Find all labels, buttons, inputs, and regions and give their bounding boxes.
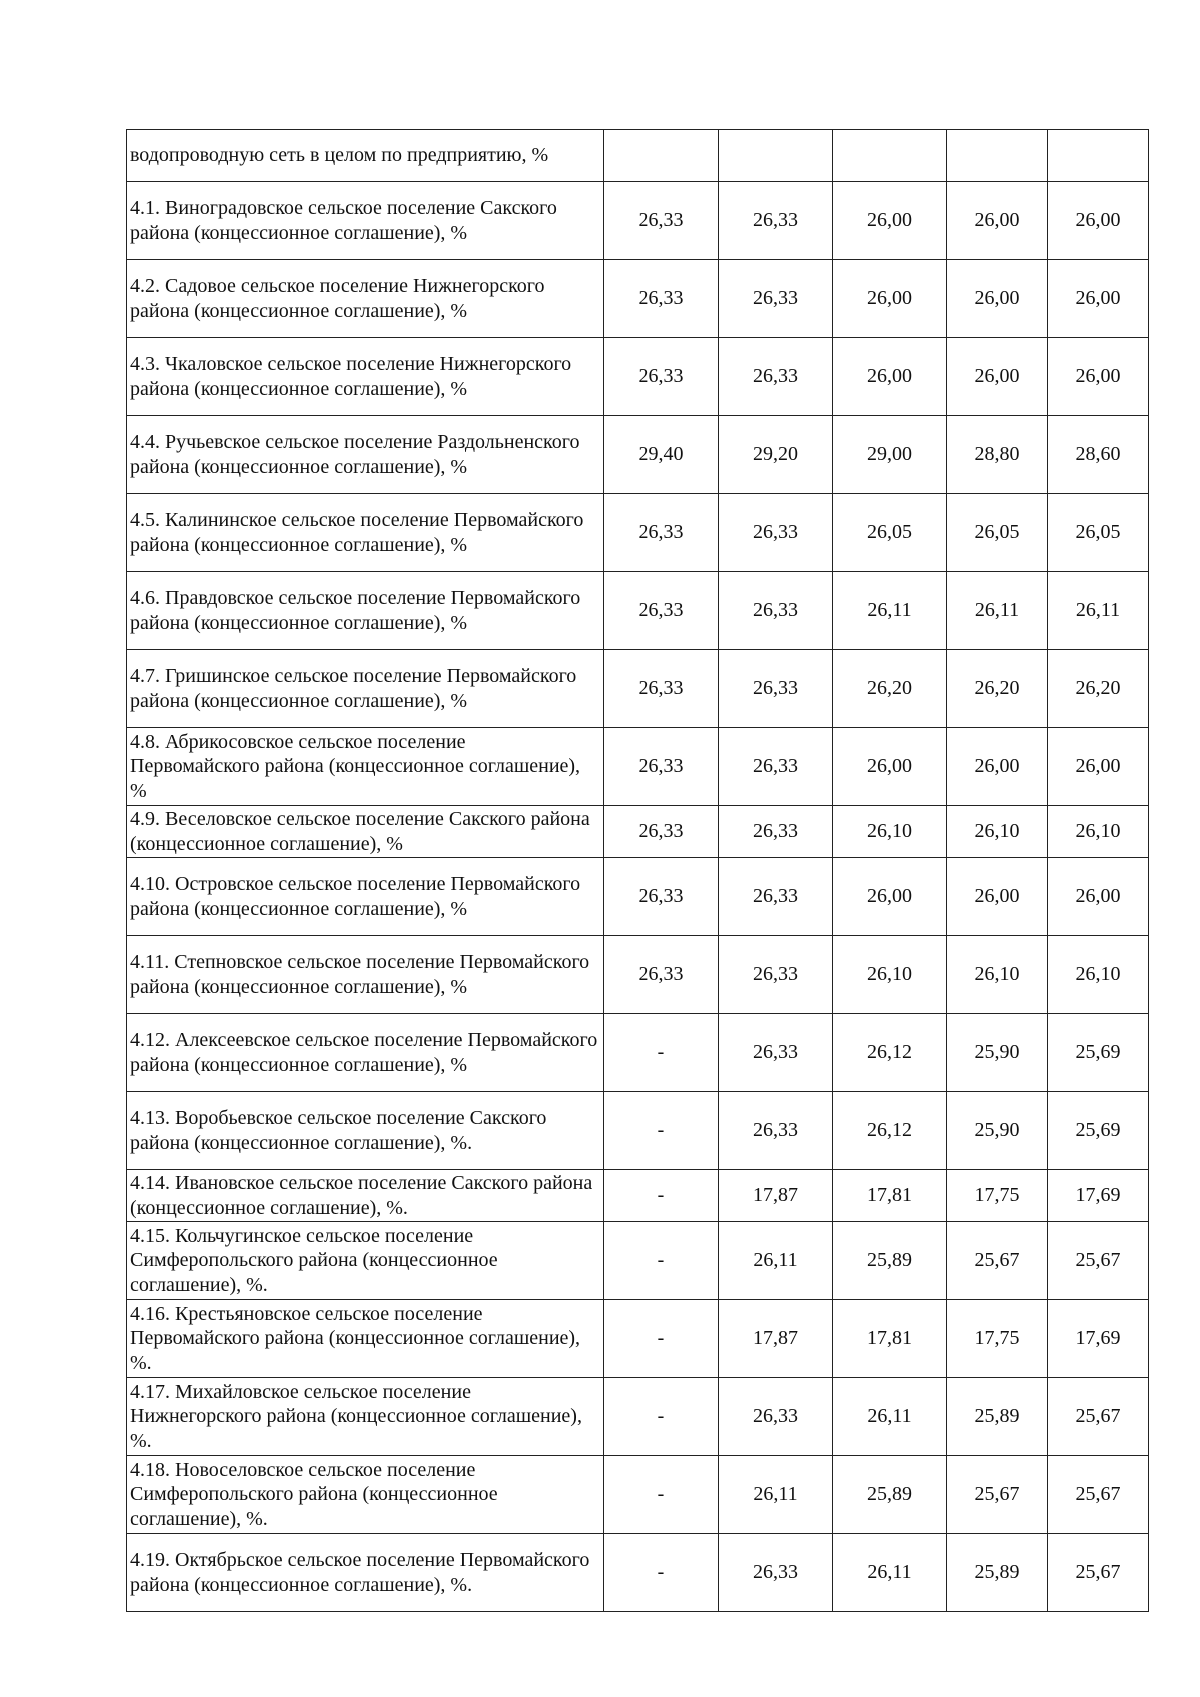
- value-cell: 17,69: [1048, 1300, 1149, 1378]
- value-cell: 26,11: [833, 1378, 947, 1456]
- value-cell: 29,40: [604, 416, 719, 494]
- table-row: [127, 728, 1149, 806]
- value-cell: 26,33: [604, 260, 719, 338]
- value-cell: 26,00: [947, 260, 1048, 338]
- value-cell: 26,05: [833, 494, 947, 572]
- value-cell: -: [604, 1092, 719, 1170]
- table-row: [127, 806, 1149, 858]
- value-cell: 26,11: [1048, 572, 1149, 650]
- value-cell: -: [604, 1534, 719, 1612]
- value-cell: 26,11: [947, 572, 1048, 650]
- table-row: [127, 1014, 1149, 1092]
- value-cell: 26,33: [604, 182, 719, 260]
- value-cell: 28,60: [1048, 416, 1149, 494]
- table-row: [127, 182, 1149, 260]
- value-cell: -: [604, 1300, 719, 1378]
- value-cell: 26,33: [604, 572, 719, 650]
- row-label: 4.3. Чкаловское сельское поселение Нижнегорского района (концессионное соглашение), %: [127, 338, 604, 416]
- value-cell: 26,00: [1048, 260, 1149, 338]
- value-cell: 26,10: [947, 806, 1048, 858]
- value-cell: 25,67: [1048, 1534, 1149, 1612]
- value-cell: 26,33: [719, 494, 833, 572]
- value-cell: -: [604, 1378, 719, 1456]
- row-label: 4.13. Воробьевское сельское поселение Сакского района (концессионное соглашение), %.: [127, 1092, 604, 1170]
- value-cell: 25,67: [1048, 1222, 1149, 1300]
- value-cell: 25,89: [947, 1378, 1048, 1456]
- value-cell: 26,00: [947, 182, 1048, 260]
- row-label: 4.5. Калининское сельское поселение Первомайского района (концессионное соглашение), %: [127, 494, 604, 572]
- value-cell: 26,00: [833, 260, 947, 338]
- table-row: [127, 1300, 1149, 1378]
- table-row: [127, 416, 1149, 494]
- value-cell: 26,33: [719, 572, 833, 650]
- value-cell: 26,12: [833, 1092, 947, 1170]
- value-cell: [719, 130, 833, 182]
- value-cell: 26,11: [833, 572, 947, 650]
- value-cell: [833, 130, 947, 182]
- row-label: 4.9. Веселовское сельское поселение Сакского района (концессионное соглашение), %: [127, 806, 604, 858]
- value-cell: 26,33: [719, 806, 833, 858]
- value-cell: 26,33: [604, 650, 719, 728]
- value-cell: 26,33: [604, 936, 719, 1014]
- table-row: [127, 338, 1149, 416]
- value-cell: 26,33: [719, 1014, 833, 1092]
- value-cell: -: [604, 1014, 719, 1092]
- table-row: [127, 936, 1149, 1014]
- value-cell: 25,90: [947, 1014, 1048, 1092]
- value-cell: 26,33: [719, 260, 833, 338]
- table-row: [127, 1456, 1149, 1534]
- value-cell: 26,33: [719, 338, 833, 416]
- row-label: 4.14. Ивановское сельское поселение Сакского района (концессионное соглашение), %.: [127, 1170, 604, 1222]
- value-cell: [604, 130, 719, 182]
- table-row: [127, 1170, 1149, 1222]
- value-cell: 26,00: [947, 728, 1048, 806]
- row-label: 4.19. Октябрьское сельское поселение Первомайского района (концессионное соглашение), %.: [127, 1534, 604, 1612]
- value-cell: 26,12: [833, 1014, 947, 1092]
- row-label: 4.18. Новоселовское сельское поселение Симферопольского района (концессионное соглашение), %.: [127, 1456, 604, 1534]
- row-label: 4.12. Алексеевское сельское поселение Первомайского района (концессионное соглашение), %: [127, 1014, 604, 1092]
- value-cell: 26,10: [1048, 806, 1149, 858]
- value-cell: 26,33: [719, 936, 833, 1014]
- value-cell: 26,00: [833, 858, 947, 936]
- value-cell: 29,00: [833, 416, 947, 494]
- value-cell: 25,67: [1048, 1456, 1149, 1534]
- row-label: 4.15. Кольчугинское сельское поселение Симферопольского района (концессионное соглашение), %.: [127, 1222, 604, 1300]
- table-row: [127, 1378, 1149, 1456]
- value-cell: 26,11: [719, 1456, 833, 1534]
- value-cell: [947, 130, 1048, 182]
- value-cell: 26,33: [604, 338, 719, 416]
- value-cell: 26,00: [1048, 338, 1149, 416]
- row-label: 4.11. Степновское сельское поселение Первомайского района (концессионное соглашение), %: [127, 936, 604, 1014]
- row-label: 4.16. Крестьяновское сельское поселение Первомайского района (концессионное соглашение), %.: [127, 1300, 604, 1378]
- value-cell: 26,00: [833, 182, 947, 260]
- row-label: 4.7. Гришинское сельское поселение Первомайского района (концессионное соглашение), %: [127, 650, 604, 728]
- value-cell: -: [604, 1170, 719, 1222]
- value-cell: 29,20: [719, 416, 833, 494]
- table-row: [127, 858, 1149, 936]
- value-cell: 26,33: [604, 858, 719, 936]
- value-cell: 26,10: [833, 936, 947, 1014]
- table-row: [127, 260, 1149, 338]
- value-cell: 26,20: [1048, 650, 1149, 728]
- row-label: 4.1. Виноградовское сельское поселение Сакского района (концессионное соглашение), %: [127, 182, 604, 260]
- value-cell: 26,33: [719, 1378, 833, 1456]
- row-label: 4.6. Правдовское сельское поселение Первомайского района (концессионное соглашение), %: [127, 572, 604, 650]
- value-cell: -: [604, 1222, 719, 1300]
- value-cell: 17,81: [833, 1170, 947, 1222]
- value-cell: 26,00: [833, 728, 947, 806]
- value-cell: 17,81: [833, 1300, 947, 1378]
- value-cell: 26,05: [1048, 494, 1149, 572]
- value-cell: 26,10: [833, 806, 947, 858]
- value-cell: 26,20: [833, 650, 947, 728]
- table-row: [127, 1222, 1149, 1300]
- value-cell: 17,69: [1048, 1170, 1149, 1222]
- value-cell: 28,80: [947, 416, 1048, 494]
- value-cell: 25,69: [1048, 1014, 1149, 1092]
- value-cell: 26,11: [833, 1534, 947, 1612]
- value-cell: 26,00: [1048, 728, 1149, 806]
- value-cell: 26,33: [604, 728, 719, 806]
- row-label: 4.4. Ручьевское сельское поселение Раздольненского района (концессионное соглашение), %: [127, 416, 604, 494]
- value-cell: 25,67: [1048, 1378, 1149, 1456]
- table-row: [127, 572, 1149, 650]
- value-cell: 17,75: [947, 1170, 1048, 1222]
- value-cell: 26,20: [947, 650, 1048, 728]
- value-cell: 25,89: [947, 1534, 1048, 1612]
- value-cell: 25,67: [947, 1456, 1048, 1534]
- value-cell: 26,00: [833, 338, 947, 416]
- row-label: 4.8. Абрикосовское сельское поселение Первомайского района (концессионное соглашение), %: [127, 728, 604, 806]
- value-cell: 25,89: [833, 1222, 947, 1300]
- indicators-table: [126, 129, 1149, 1612]
- value-cell: 25,69: [1048, 1092, 1149, 1170]
- value-cell: 26,33: [719, 650, 833, 728]
- value-cell: [1048, 130, 1149, 182]
- value-cell: 26,00: [947, 338, 1048, 416]
- value-cell: 26,33: [719, 1092, 833, 1170]
- value-cell: -: [604, 1456, 719, 1534]
- value-cell: 26,00: [1048, 858, 1149, 936]
- value-cell: 25,90: [947, 1092, 1048, 1170]
- row-label: 4.2. Садовое сельское поселение Нижнегорского района (концессионное соглашение), %: [127, 260, 604, 338]
- value-cell: 26,33: [719, 728, 833, 806]
- value-cell: 26,05: [947, 494, 1048, 572]
- row-label: 4.17. Михайловское сельское поселение Нижнегорского района (концессионное соглашение), %.: [127, 1378, 604, 1456]
- table-row: [127, 1534, 1149, 1612]
- value-cell: 26,33: [719, 182, 833, 260]
- value-cell: 26,10: [1048, 936, 1149, 1014]
- table-row: [127, 130, 1149, 182]
- value-cell: 26,10: [947, 936, 1048, 1014]
- value-cell: 17,87: [719, 1300, 833, 1378]
- table-row: [127, 1092, 1149, 1170]
- value-cell: 26,33: [604, 806, 719, 858]
- row-label: водопроводную сеть в целом по предприятию, %: [127, 130, 604, 182]
- value-cell: 26,11: [719, 1222, 833, 1300]
- row-label: 4.10. Островское сельское поселение Первомайского района (концессионное соглашение), %: [127, 858, 604, 936]
- value-cell: 26,00: [1048, 182, 1149, 260]
- value-cell: 26,33: [719, 1534, 833, 1612]
- value-cell: 25,67: [947, 1222, 1048, 1300]
- value-cell: 26,33: [719, 858, 833, 936]
- value-cell: 26,33: [604, 494, 719, 572]
- table-row: [127, 650, 1149, 728]
- value-cell: 17,75: [947, 1300, 1048, 1378]
- value-cell: 26,00: [947, 858, 1048, 936]
- table-row: [127, 494, 1149, 572]
- value-cell: 25,89: [833, 1456, 947, 1534]
- value-cell: 17,87: [719, 1170, 833, 1222]
